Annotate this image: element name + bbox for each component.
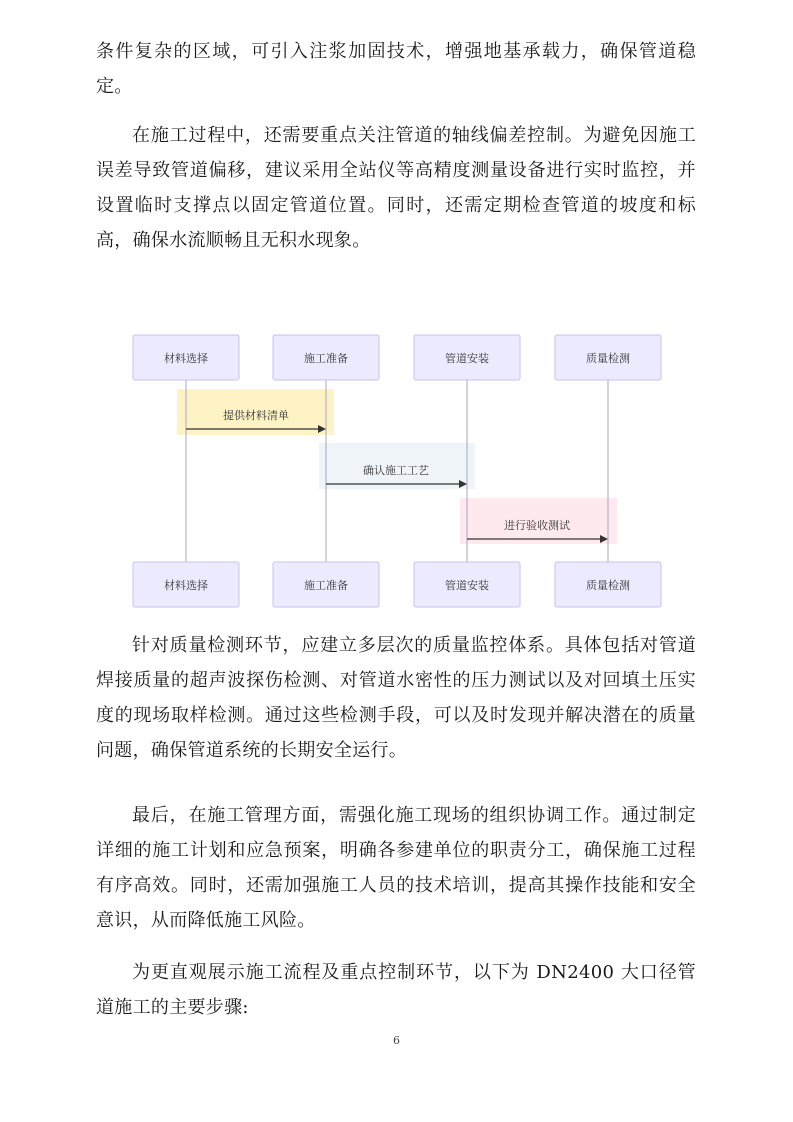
participant-label-top-3: 管道安装	[445, 352, 489, 365]
paragraph-quality-inspection: 针对质量检测环节，应建立多层次的质量监控体系。具体包括对管道焊接质量的超声波探伤检测、对管道水密性的压力测试以及对回填土压实度的现场取样检测。通过这些检测手段，可以及时发现并解决潜在的质量问题，确保管道系统的长期安全运行。	[96, 635, 696, 761]
participant-label-top-2: 施工准备	[304, 352, 348, 365]
paragraph-construction-management: 最后，在施工管理方面，需强化施工现场的组织协调工作。通过制定详细的施工计划和应急预案，明确各参建单位的职责分工，确保施工过程有序高效。同时，还需加强施工人员的技术培训，提高其操作技能和安全意识，从而降低施工风险。	[96, 805, 696, 931]
participant-label-top-1: 材料选择	[164, 352, 208, 365]
message-label-1: 提供材料清单	[223, 409, 289, 422]
message-label-3: 进行验收测试	[504, 519, 570, 532]
participant-label-bottom-1: 材料选择	[164, 579, 208, 592]
paragraph-axis-deviation-control: 在施工过程中，还需要重点关注管道的轴线偏差控制。为避免因施工误差导致管道偏移，建议采用全站仪等高精度测量设备进行实时监控，并设置临时支撑点以固定管道位置。同时，还需定期检查管道的坡度和标高，确保水流顺畅且无积水现象。	[96, 125, 696, 251]
participant-label-bottom-3: 管道安装	[445, 579, 489, 592]
message-label-2: 确认施工工艺	[363, 464, 429, 477]
sequence-diagram	[130, 333, 662, 608]
page-number: 6	[393, 1034, 400, 1047]
paragraph-process-intro: 为更直观展示施工流程及重点控制环节，以下为 DN2400 大口径管道施工的主要步骤:	[96, 962, 696, 1018]
participant-label-top-4: 质量检测	[586, 352, 630, 365]
participant-label-bottom-4: 质量检测	[586, 579, 630, 592]
paragraph-foundation-grouting: 条件复杂的区域，可引入注浆加固技术，增强地基承载力，确保管道稳定。	[96, 41, 696, 97]
participant-label-bottom-2: 施工准备	[304, 579, 348, 592]
